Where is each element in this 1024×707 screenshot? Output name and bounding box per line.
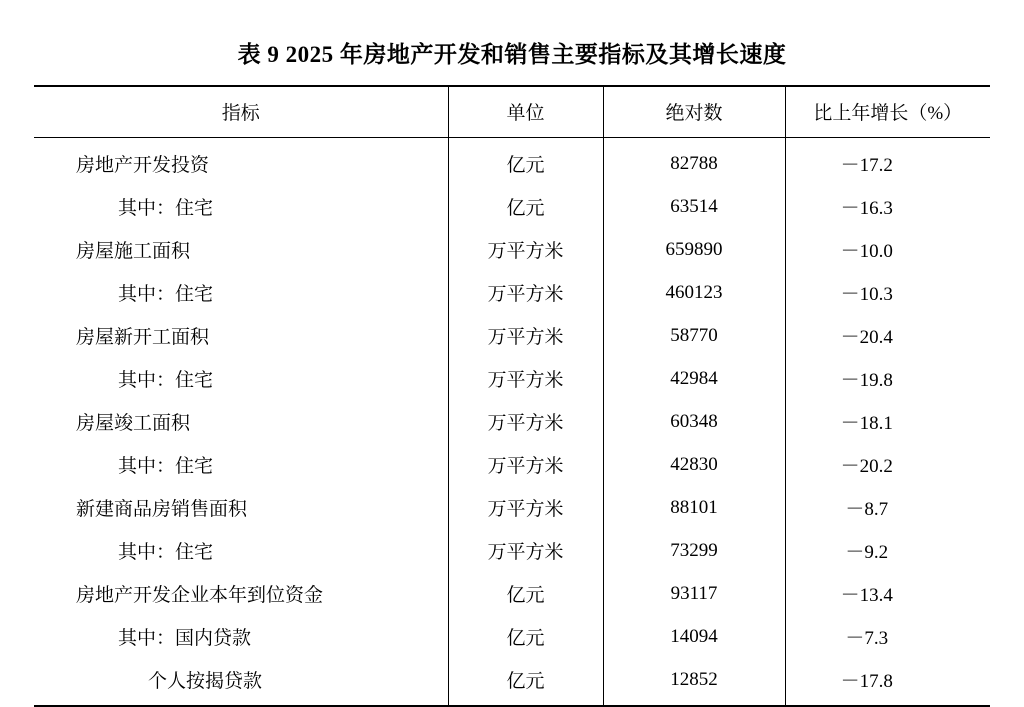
statistics-table bbox=[34, 85, 990, 707]
cell-indicator: 其中：住宅 bbox=[34, 443, 448, 486]
cell-unit: 亿元 bbox=[448, 615, 603, 658]
cell-unit: 万平方米 bbox=[448, 357, 603, 400]
table-row bbox=[34, 357, 990, 400]
cell-growth: －20.2 bbox=[840, 456, 893, 477]
cell-unit: 万平方米 bbox=[448, 271, 603, 314]
table-row bbox=[34, 486, 990, 529]
cell-indicator: 其中：住宅 bbox=[34, 357, 448, 400]
cell-indicator: 房地产开发投资 bbox=[34, 138, 448, 186]
cell-unit: 万平方米 bbox=[448, 529, 603, 572]
table-row bbox=[34, 271, 990, 314]
table-row bbox=[34, 314, 990, 357]
cell-growth: －17.8 bbox=[785, 658, 990, 706]
cell-indicator: 其中：国内贷款 bbox=[34, 615, 448, 658]
cell-unit: 万平方米 bbox=[448, 228, 603, 271]
cell-absolute: 63514 bbox=[603, 185, 785, 228]
cell-indicator: 个人按揭贷款 bbox=[34, 658, 448, 706]
cell-growth: －10.0 bbox=[840, 241, 893, 262]
cell-indicator: 房屋竣工面积 bbox=[34, 400, 448, 443]
table-row bbox=[34, 572, 990, 615]
cell-indicator: 新建商品房销售面积 bbox=[34, 486, 448, 529]
cell-indicator: 其中：住宅 bbox=[34, 271, 448, 314]
column-header-indicator: 指标 bbox=[34, 86, 448, 138]
cell-growth: －8.7 bbox=[845, 499, 889, 520]
column-header-growth: 比上年增长（%） bbox=[785, 86, 990, 138]
cell-absolute: 659890 bbox=[603, 228, 785, 271]
cell-unit: 亿元 bbox=[448, 185, 603, 228]
cell-growth: －19.8 bbox=[840, 370, 893, 391]
table-row bbox=[34, 443, 990, 486]
table-row bbox=[34, 529, 990, 572]
cell-absolute: 82788 bbox=[603, 138, 785, 186]
table-body bbox=[34, 138, 990, 707]
cell-absolute: 14094 bbox=[603, 615, 785, 658]
page-title: 表 9 2025 年房地产开发和销售主要指标及其增长速度 bbox=[237, 42, 787, 67]
cell-unit: 万平方米 bbox=[448, 486, 603, 529]
cell-absolute: 58770 bbox=[603, 314, 785, 357]
cell-indicator: 其中：住宅 bbox=[34, 185, 448, 228]
table-header bbox=[34, 86, 990, 138]
column-header-absolute: 绝对数 bbox=[603, 86, 785, 138]
cell-growth: －16.3 bbox=[840, 198, 893, 219]
cell-unit: 亿元 bbox=[448, 138, 603, 186]
table-header-row bbox=[34, 86, 990, 138]
table-row bbox=[34, 400, 990, 443]
cell-growth: －7.3 bbox=[845, 628, 889, 649]
cell-unit: 万平方米 bbox=[448, 443, 603, 486]
cell-absolute: 60348 bbox=[603, 400, 785, 443]
cell-absolute: 88101 bbox=[603, 486, 785, 529]
cell-unit: 万平方米 bbox=[448, 400, 603, 443]
cell-indicator: 房屋新开工面积 bbox=[34, 314, 448, 357]
column-header-unit: 单位 bbox=[448, 86, 603, 138]
cell-absolute: 73299 bbox=[603, 529, 785, 572]
cell-growth: －18.1 bbox=[840, 413, 893, 434]
table-row bbox=[34, 228, 990, 271]
table-row bbox=[34, 658, 990, 706]
cell-growth: －13.4 bbox=[840, 585, 893, 606]
cell-indicator: 其中：住宅 bbox=[34, 529, 448, 572]
cell-unit: 万平方米 bbox=[448, 314, 603, 357]
cell-growth: －9.2 bbox=[845, 542, 889, 563]
cell-absolute: 42830 bbox=[603, 443, 785, 486]
cell-unit: 亿元 bbox=[448, 658, 603, 706]
cell-absolute: 42984 bbox=[603, 357, 785, 400]
cell-growth: －10.3 bbox=[840, 284, 893, 305]
cell-absolute: 12852 bbox=[603, 658, 785, 706]
table-row bbox=[34, 615, 990, 658]
cell-unit: 亿元 bbox=[448, 572, 603, 615]
cell-absolute: 93117 bbox=[603, 572, 785, 615]
table-row bbox=[34, 185, 990, 228]
cell-growth: －20.4 bbox=[840, 327, 893, 348]
cell-growth: －17.2 bbox=[840, 155, 893, 176]
table-row bbox=[34, 138, 990, 186]
cell-indicator: 房地产开发企业本年到位资金 bbox=[34, 572, 448, 615]
cell-absolute: 460123 bbox=[603, 271, 785, 314]
cell-indicator: 房屋施工面积 bbox=[34, 228, 448, 271]
